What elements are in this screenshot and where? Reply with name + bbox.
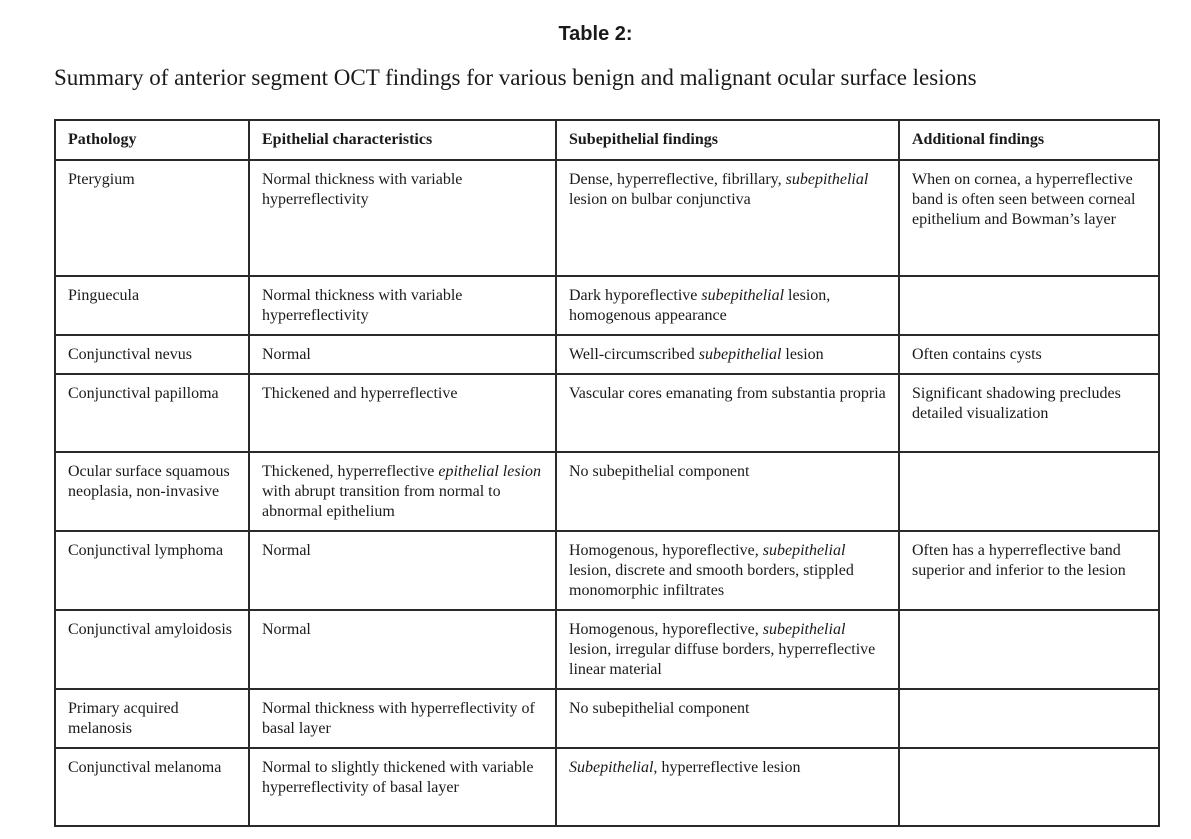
cell-additional: [899, 689, 1159, 748]
cell-pathology: Ocular surface squamous neoplasia, non-invasive: [55, 452, 249, 531]
cell-additional: When on cornea, a hyperreflective band is often seen between corneal epithelium and Bowman’s layer: [899, 160, 1159, 276]
table-row: [55, 610, 1159, 689]
cell-epithelial: Normal thickness with variable hyperreflectivity: [249, 160, 556, 276]
cell-subepithelial: No subepithelial component: [556, 689, 899, 748]
cell-pathology: Conjunctival amyloidosis: [55, 610, 249, 689]
table-row: [55, 276, 1159, 335]
cell-pathology: Primary acquired melanosis: [55, 689, 249, 748]
cell-subepithelial: Dark hyporeflective subepithelial lesion, homogenous appearance: [556, 276, 899, 335]
table-row: [55, 531, 1159, 610]
cell-pathology: Conjunctival papilloma: [55, 374, 249, 452]
cell-epithelial: Normal thickness with variable hyperreflectivity: [249, 276, 556, 335]
table-row: [55, 335, 1159, 374]
cell-additional: [899, 610, 1159, 689]
cell-pathology: Conjunctival nevus: [55, 335, 249, 374]
table-row: [55, 452, 1159, 531]
cell-subepithelial: Homogenous, hyporeflective, subepithelial lesion, discrete and smooth borders, stippled monomorphic infiltrates: [556, 531, 899, 610]
findings-table: [54, 119, 1160, 827]
cell-additional: [899, 452, 1159, 531]
cell-additional: Significant shadowing precludes detailed visualization: [899, 374, 1159, 452]
cell-epithelial: Thickened, hyperreflective epithelial lesion with abrupt transition from normal to abnormal epithelium: [249, 452, 556, 531]
cell-epithelial: Normal: [249, 335, 556, 374]
cell-epithelial: Normal: [249, 531, 556, 610]
header-additional: Additional findings: [899, 120, 1159, 160]
cell-additional: [899, 276, 1159, 335]
table-row: [55, 689, 1159, 748]
cell-epithelial: Thickened and hyperreflective: [249, 374, 556, 452]
header-pathology: Pathology: [55, 120, 249, 160]
cell-subepithelial: Well-circumscribed subepithelial lesion: [556, 335, 899, 374]
header-epithelial: Epithelial characteristics: [249, 120, 556, 160]
cell-subepithelial: Subepithelial, hyperreflective lesion: [556, 748, 899, 826]
cell-epithelial: Normal to slightly thickened with variable hyperreflectivity of basal layer: [249, 748, 556, 826]
cell-pathology: Conjunctival melanoma: [55, 748, 249, 826]
cell-subepithelial: Homogenous, hyporeflective, subepithelial lesion, irregular diffuse borders, hyperreflective linear material: [556, 610, 899, 689]
cell-pathology: Pinguecula: [55, 276, 249, 335]
table-header-row: [55, 120, 1159, 160]
cell-pathology: Conjunctival lymphoma: [55, 531, 249, 610]
cell-epithelial: Normal thickness with hyperreflectivity of basal layer: [249, 689, 556, 748]
cell-additional: Often has a hyperreflective band superior and inferior to the lesion: [899, 531, 1159, 610]
table-row: [55, 374, 1159, 452]
cell-subepithelial: No subepithelial component: [556, 452, 899, 531]
cell-subepithelial: Vascular cores emanating from substantia propria: [556, 374, 899, 452]
cell-subepithelial: Dense, hyperreflective, fibrillary, subepithelial lesion on bulbar conjunctiva: [556, 160, 899, 276]
cell-additional: [899, 748, 1159, 826]
table-label: Table 2:: [558, 23, 633, 45]
cell-additional: Often contains cysts: [899, 335, 1159, 374]
table-row: [55, 160, 1159, 276]
cell-pathology: Pterygium: [55, 160, 249, 276]
table-caption: Summary of anterior segment OCT findings for various benign and malignant ocular surface lesions: [54, 65, 977, 90]
cell-epithelial: Normal: [249, 610, 556, 689]
header-subepithelial: Subepithelial findings: [556, 120, 899, 160]
table-row: [55, 748, 1159, 826]
